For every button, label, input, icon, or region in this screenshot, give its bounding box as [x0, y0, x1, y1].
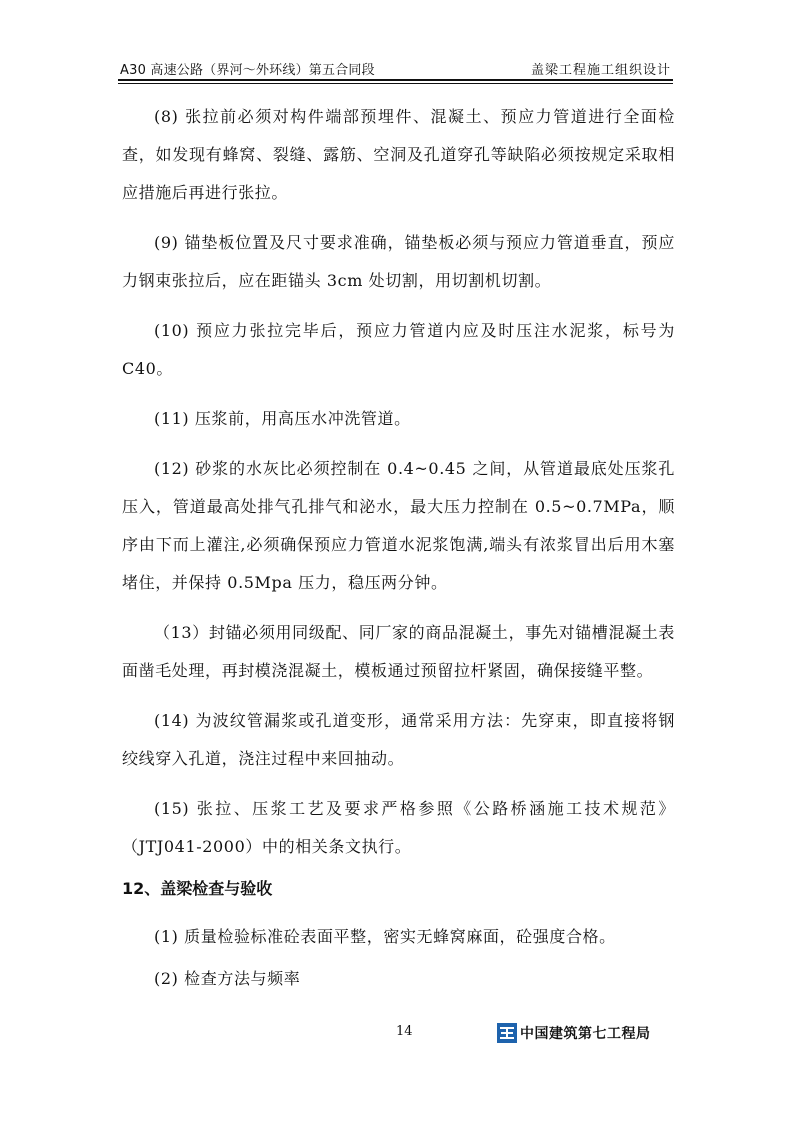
paragraph-15: (15) 张拉、压浆工艺及要求严格参照《公路桥涵施工技术规范》（JTJ041-2000）中的相关条文执行。	[122, 799, 675, 856]
footer-brand	[497, 1021, 651, 1045]
section-paragraph-2: (2) 检查方法与频率	[154, 969, 301, 988]
header-rule	[118, 79, 673, 81]
document-body	[122, 98, 675, 1002]
header-document-title: 盖梁工程施工组织设计	[530, 63, 671, 78]
company-logo-icon	[497, 1023, 517, 1043]
header-rule-thin	[118, 83, 673, 84]
paragraph-9: (9) 锚垫板位置及尺寸要求准确，锚垫板必须与预应力管道垂直，预应力钢束张拉后，应在距锚头 3cm 处切割，用切割机切割。	[122, 233, 675, 290]
paragraph-12: (12) 砂浆的水灰比必须控制在 0.4~0.45 之间，从管道最底处压浆孔压入，管道最高处排气孔排气和泌水，最大压力控制在 0.5~0.7MPa，顺序由下而上灌注,必须确保预应力管道水泥浆饱满,端头有浓浆冒出后用木塞堵住，并保持 0.5Mpa 压力，稳压两分钟。	[122, 459, 675, 592]
paragraph-14: (14) 为波纹管漏浆或孔道变形，通常采用方法：先穿束，即直接将钢绞线穿入孔道，浇注过程中来回抽动。	[122, 711, 675, 768]
header-project-title: A30 高速公路（界河～外环线）第五合同段	[120, 63, 375, 78]
company-name: 中国建筑第七工程局	[520, 1026, 651, 1042]
paragraph-10: (10) 预应力张拉完毕后，预应力管道内应及时压注水泥浆，标号为 C40。	[122, 321, 675, 378]
section-heading: 12、盖梁检查与验收	[122, 879, 273, 898]
paragraph-11: (11) 压浆前，用高压水冲洗管道。	[154, 409, 411, 428]
paragraph-13: （13）封锚必须用同级配、同厂家的商品混凝土，事先对锚槽混凝土表面凿毛处理，再封模浇混凝土，模板通过预留拉杆紧固，确保接缝平整。	[122, 623, 675, 680]
page-number: 14	[396, 1024, 413, 1039]
section-paragraph-1: (1) 质量检验标准砼表面平整，密实无蜂窝麻面，砼强度合格。	[154, 927, 616, 946]
paragraph-8: (8) 张拉前必须对构件端部预埋件、混凝土、预应力管道进行全面检查，如发现有蜂窝、裂缝、露筋、空洞及孔道穿孔等缺陷必须按规定采取相应措施后再进行张拉。	[122, 107, 675, 202]
